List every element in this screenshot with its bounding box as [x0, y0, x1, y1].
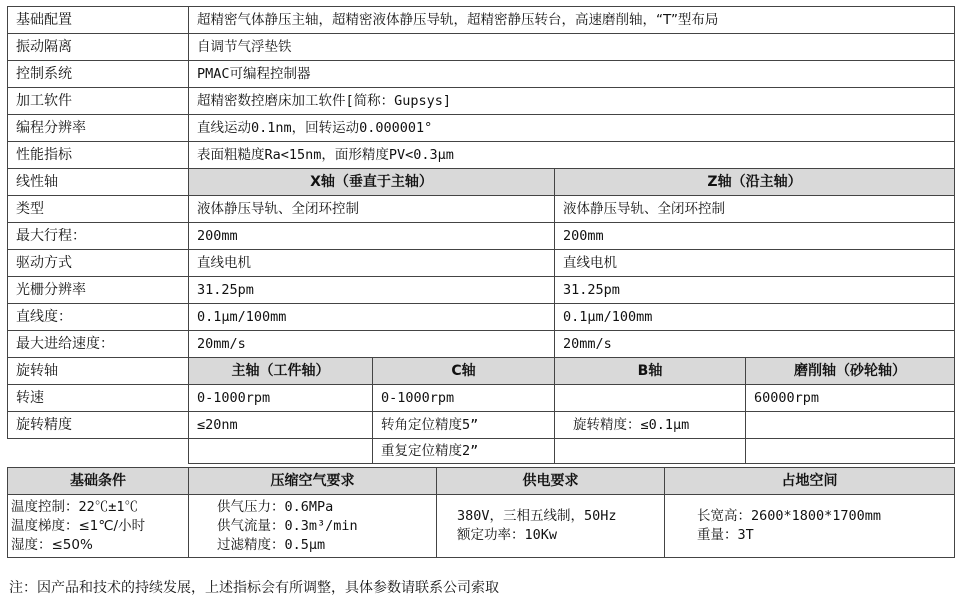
compressed-air-cell: [189, 495, 437, 558]
empty-cell: [555, 439, 746, 464]
z-axis-value: 200mm: [555, 223, 955, 250]
x-axis-header: X轴（垂直于主轴）: [189, 169, 555, 196]
table-row: [8, 115, 955, 142]
main-spindle-value: ≤20nm: [189, 412, 373, 439]
row-label: 光栅分辨率: [8, 277, 189, 304]
main-spindle-header: 主轴（工件轴）: [189, 358, 373, 385]
list-item: 380V，三相五线制，50Hz: [457, 508, 617, 524]
z-axis-header: Z轴（沿主轴）: [555, 169, 955, 196]
table-row: [8, 34, 955, 61]
row-label: 基础配置: [8, 7, 189, 34]
table-row: [8, 304, 955, 331]
list-item: 长宽高：2600*1800*1700mm: [697, 508, 882, 524]
x-axis-value: 直线电机: [189, 250, 555, 277]
row-value: 表面粗糙度Ra<15nm，面形精度PV<0.3μm: [189, 142, 955, 169]
empty-cell: [8, 439, 189, 464]
row-label: 直线度：: [8, 304, 189, 331]
table-row: [8, 439, 955, 464]
row-label: 控制系统: [8, 61, 189, 88]
row-label: 转速: [8, 385, 189, 412]
row-label: 最大进给速度：: [8, 331, 189, 358]
table-row: [8, 385, 955, 412]
table-row: [8, 61, 955, 88]
conditions-body-row: [8, 495, 955, 558]
z-axis-value: 31.25pm: [555, 277, 955, 304]
table-row: [8, 331, 955, 358]
power-supply-cell: [437, 495, 665, 558]
x-axis-value: 液体静压导轨、全闭环控制: [189, 196, 555, 223]
row-label: 加工软件: [8, 88, 189, 115]
grinding-axis-header: 磨削轴（砂轮轴）: [746, 358, 955, 385]
row-value: 自调节气浮垫铁: [189, 34, 955, 61]
table-row: [8, 223, 955, 250]
x-axis-value: 200mm: [189, 223, 555, 250]
row-label: 类型: [8, 196, 189, 223]
row-label: 最大行程：: [8, 223, 189, 250]
rotary-axis-header-row: [8, 358, 955, 385]
main-spindle-value: 0-1000rpm: [189, 385, 373, 412]
table-row: [8, 196, 955, 223]
basic-conditions-cell: [8, 495, 189, 558]
row-label: 振动隔离: [8, 34, 189, 61]
linear-axis-header-row: [8, 169, 955, 196]
row-value: 超精密数控磨床加工软件[简称：Gupsys]: [189, 88, 955, 115]
row-label: 性能指标: [8, 142, 189, 169]
grinding-axis-value: [746, 412, 955, 439]
table-row: [8, 277, 955, 304]
row-label: 编程分辨率: [8, 115, 189, 142]
floor-space-header: 占地空间: [665, 468, 955, 495]
footnote: 注：因产品和技术的持续发展，上述指标会有所调整，具体参数请联系公司索取: [9, 580, 499, 596]
table-row: [8, 142, 955, 169]
x-axis-value: 0.1μm/100mm: [189, 304, 555, 331]
floor-space-cell: [665, 495, 955, 558]
list-item: 供气流量：0.3m³/min: [217, 517, 358, 534]
z-axis-value: 20mm/s: [555, 331, 955, 358]
row-value: 超精密气体静压主轴，超精密液体静压导轨，超精密静压转台，高速磨削轴，“T”型布局: [189, 7, 955, 34]
row-label: 驱动方式: [8, 250, 189, 277]
table-row: [8, 88, 955, 115]
empty-cell: [746, 439, 955, 464]
compressed-air-header: 压缩空气要求: [189, 468, 437, 495]
basic-conditions-header: 基础条件: [8, 468, 189, 495]
row-label: 旋转精度: [8, 412, 189, 439]
table-row: [8, 412, 955, 439]
conditions-header-row: [8, 468, 955, 495]
spec-table: [7, 6, 955, 464]
table-row: [8, 250, 955, 277]
list-item: 供气压力：0.6MPa: [217, 498, 334, 515]
table-row: [8, 7, 955, 34]
list-item: 额定功率：10Kw: [457, 527, 558, 543]
list-item: 重量：3T: [697, 527, 754, 543]
x-axis-value: 20mm/s: [189, 331, 555, 358]
linear-axis-label: 线性轴: [8, 169, 189, 196]
row-value: 直线运动0.1nm，回转运动0.000001°: [189, 115, 955, 142]
rotary-axis-label: 旋转轴: [8, 358, 189, 385]
row-value: PMAC可编程控制器: [189, 61, 955, 88]
x-axis-value: 31.25pm: [189, 277, 555, 304]
z-axis-value: 液体静压导轨、全闭环控制: [555, 196, 955, 223]
power-supply-header: 供电要求: [437, 468, 665, 495]
spec-sheet: [7, 6, 954, 558]
list-item: 温度控制：22℃±1℃: [11, 498, 139, 515]
b-axis-value: [555, 385, 746, 412]
empty-cell: [189, 439, 373, 464]
grinding-axis-value: 60000rpm: [746, 385, 955, 412]
b-axis-header: B轴: [555, 358, 746, 385]
list-item: 温度梯度：≤1℃/小时: [11, 517, 146, 534]
conditions-table: [7, 467, 955, 558]
z-axis-value: 直线电机: [555, 250, 955, 277]
list-item: 湿度：≤50%: [11, 536, 93, 553]
c-axis-header: C轴: [373, 358, 555, 385]
z-axis-value: 0.1μm/100mm: [555, 304, 955, 331]
c-axis-value: 0-1000rpm: [373, 385, 555, 412]
list-item: 过滤精度：0.5μm: [217, 536, 326, 553]
c-axis-value: 重复定位精度2”: [373, 439, 555, 464]
c-axis-value: 转角定位精度5”: [373, 412, 555, 439]
b-axis-value: 旋转精度：≤0.1μm: [555, 412, 746, 439]
